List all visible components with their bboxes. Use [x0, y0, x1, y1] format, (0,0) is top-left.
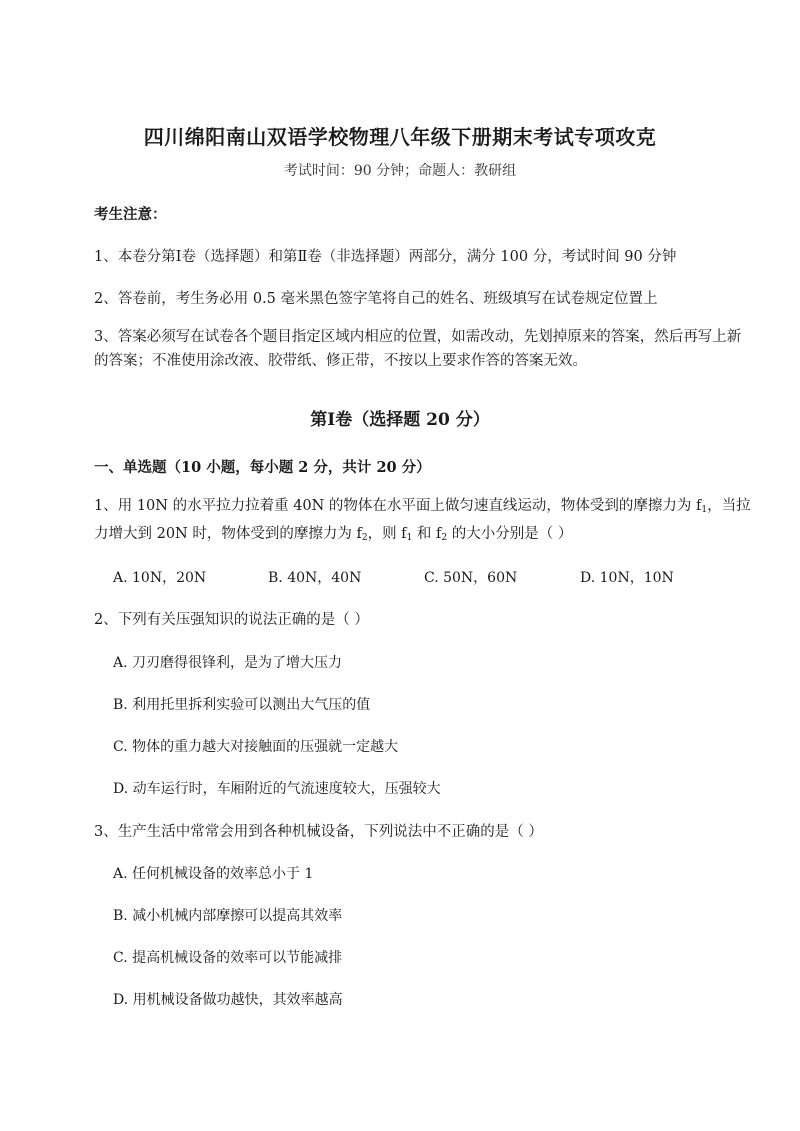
page-title: 四川绵阳南山双语学校物理八年级下册期末考试专项攻克	[143, 125, 657, 149]
q3-option-a: A. 任何机械设备的效率总小于 1	[113, 866, 314, 882]
q1-option-c: C. 50N，60N	[424, 570, 518, 586]
q1-option-b: B. 40N，40N	[268, 570, 362, 586]
section-title: 第Ⅰ卷（选择题 20 分）	[310, 410, 490, 430]
q2-option-d: D. 动车运行时，车厢附近的气流速度较大，压强较大	[113, 781, 441, 797]
notice-heading: 考生注意：	[94, 206, 167, 223]
q1-text-e: 的大小分别是（ ）	[447, 526, 573, 542]
part-heading: 一、单选题（10 小题，每小题 2 分，共计 20 分）	[94, 459, 431, 476]
question-2-stem: 2、下列有关压强知识的说法正确的是（ ）	[94, 612, 369, 628]
q1-sub-2: 2	[361, 533, 368, 543]
q1-sub-2b: 2	[441, 533, 448, 543]
q1-text-c: ，则 f	[367, 526, 407, 542]
q2-option-a: A. 刀刃磨得很锋利，是为了增大压力	[113, 655, 343, 671]
q2-option-c: C. 物体的重力越大对接触面的压强就一定越大	[113, 739, 399, 755]
q1-text-a: 1、用 10N 的水平拉力拉着重 40N 的物体在水平面上做匀速直线运动，物体受到的摩擦力为 f	[94, 498, 702, 514]
q1-option-d: D. 10N，10N	[580, 570, 674, 586]
q3-option-c: C. 提高机械设备的效率可以节能减排	[113, 950, 343, 966]
question-1-stem	[94, 494, 754, 550]
q2-option-b: B. 利用托里拆利实验可以测出大气压的值	[113, 697, 371, 713]
notice-item-1: 1、本卷分第Ⅰ卷（选择题）和第Ⅱ卷（非选择题）两部分，满分 100 分，考试时间 90 分钟	[94, 249, 677, 265]
notice-item-3: 3、答案必须写在试卷各个题目指定区域内相应的位置，如需改动，先划掉原来的答案，然后再写上新的答案；不准使用涂改液、胶带纸、修正带，不按以上要求作答的答案无效。	[94, 329, 742, 369]
q3-option-d: D. 用机械设备做功越快，其效率越高	[113, 992, 343, 1008]
q1-sub-1b: 1	[406, 533, 413, 543]
q1-sub-1: 1	[701, 505, 708, 515]
question-3-stem: 3、生产生活中常常会用到各种机械设备，下列说法中不正确的是（ ）	[94, 824, 543, 840]
q3-option-b: B. 减小机械内部摩擦可以提高其效率	[113, 908, 343, 924]
exam-info: 考试时间：90 分钟；命题人：教研组	[283, 163, 517, 179]
notice-item-2: 2、答卷前，考生务必用 0.5 毫米黑色签字笔将自己的姓名、班级填写在试卷规定位置上	[94, 291, 658, 307]
q1-text-b: ，当拉力增大到 20N 时，物体受到的摩擦力为 f	[94, 498, 751, 542]
q1-option-a: A. 10N，20N	[113, 570, 207, 586]
q1-text-d: 和 f	[412, 526, 442, 542]
